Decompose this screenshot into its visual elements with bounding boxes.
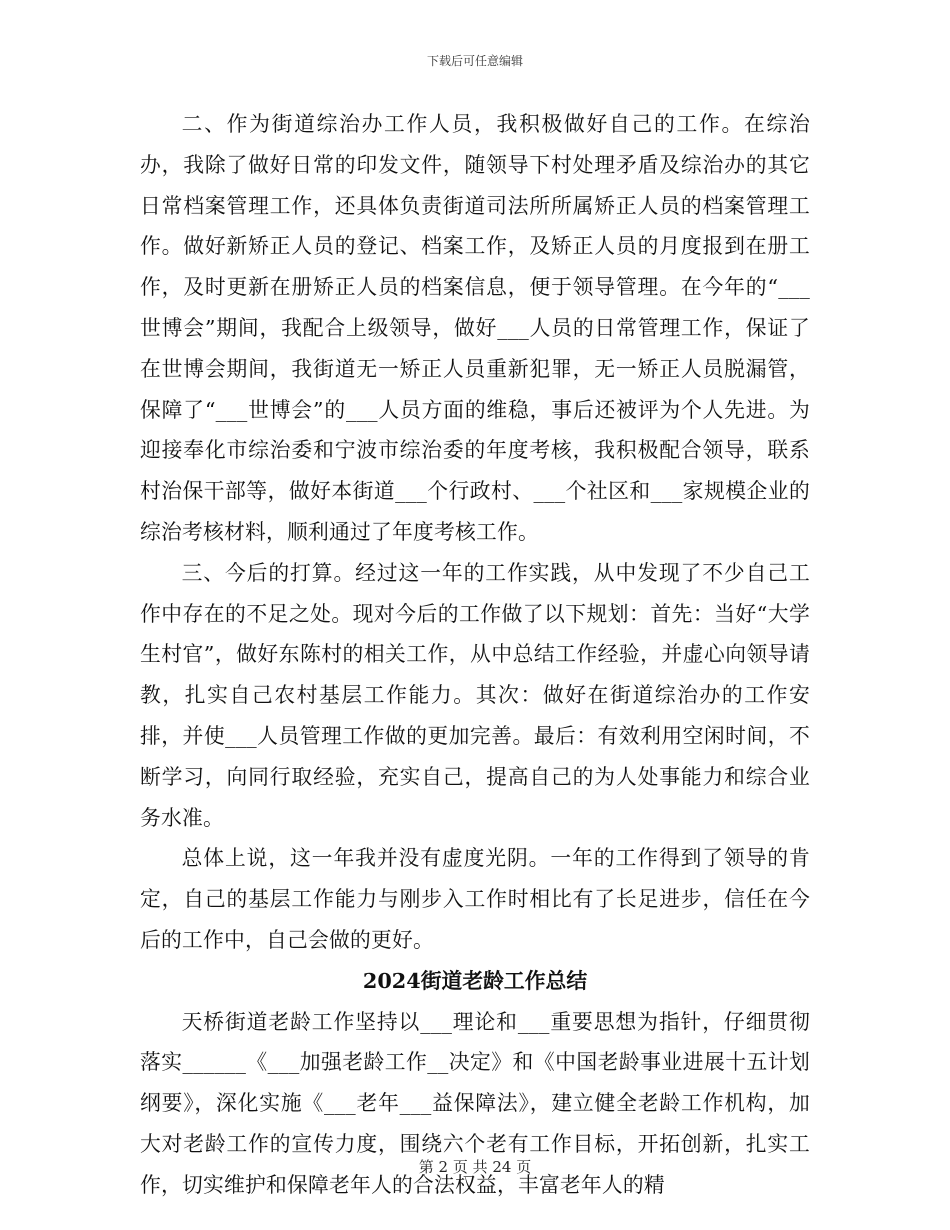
section-title: 2024街道老龄工作总结 — [362, 967, 588, 993]
paragraph-summary: 总体上说，这一年我并没有虚度光阴。一年的工作得到了领导的肯定，自己的基层工作能力与刚步入工作时相比有了长足进步，信任在今后的工作中，自己会做的更好。 — [140, 846, 810, 952]
document-body — [140, 104, 810, 1206]
paragraph-elderly-work: 天桥街道老龄工作坚持以___理论和___重要思想为指针，仔细贯彻落实______《___加强老龄工作__决定》和《中国老龄事业进展十五计划纲要》，深化实施《___老年___益保障法》，建立健全老龄工作机构，加大对老龄工作的宣传力度，围绕六个老有工作目标，开拓创新，扎实工作，切实维护和保障老年人的合法权益，丰富老年人的精 — [140, 1009, 810, 1197]
paragraph-work-duties: 二、作为街道综治办工作人员，我积极做好自己的工作。在综治办，我除了做好日常的印发文件，随领导下村处理矛盾及综治办的其它日常档案管理工作，还具体负责街道司法所所属矫正人员的档案管理工作。做好新矫正人员的登记、档案工作，及矫正人员的月度报到在册工作，及时更新在册矫正人员的档案信息，便于领导管理。在今年的“___世博会”期间，我配合上级领导，做好___人员的日常管理工作，保证了在世博会期间，我街道无一矫正人员重新犯罪，无一矫正人员脱漏管，保障了“___世博会”的___人员方面的维稳，事后还被评为个人先进。为迎接奉化市综治委和宁波市综治委的年度考核，我积极配合领导，联系村治保干部等，做好本街道___个行政村、___个社区和___家规模企业的综治考核材料，顺利通过了年度考核工作。 — [140, 112, 810, 544]
page-number: 第 2 页 共 24 页 — [418, 1158, 532, 1176]
paragraph-future-plans: 三、今后的打算。经过这一年的工作实践，从中发现了不少自己工作中存在的不足之处。现对今后的工作做了以下规划：首先：当好“大学生村官”，做好东陈村的相关工作，从中总结工作经验，并虚心向领导请教，扎实自己农村基层工作能力。其次：做好在街道综治办的工作安排，并使___人员管理工作做的更加完善。最后：有效利用空闲时间，不断学习，向同行取经验，充实自己，提高自己的为人处事能力和综合业务水准。 — [140, 560, 810, 830]
page-header: 下载后可任意编辑 — [426, 54, 523, 68]
